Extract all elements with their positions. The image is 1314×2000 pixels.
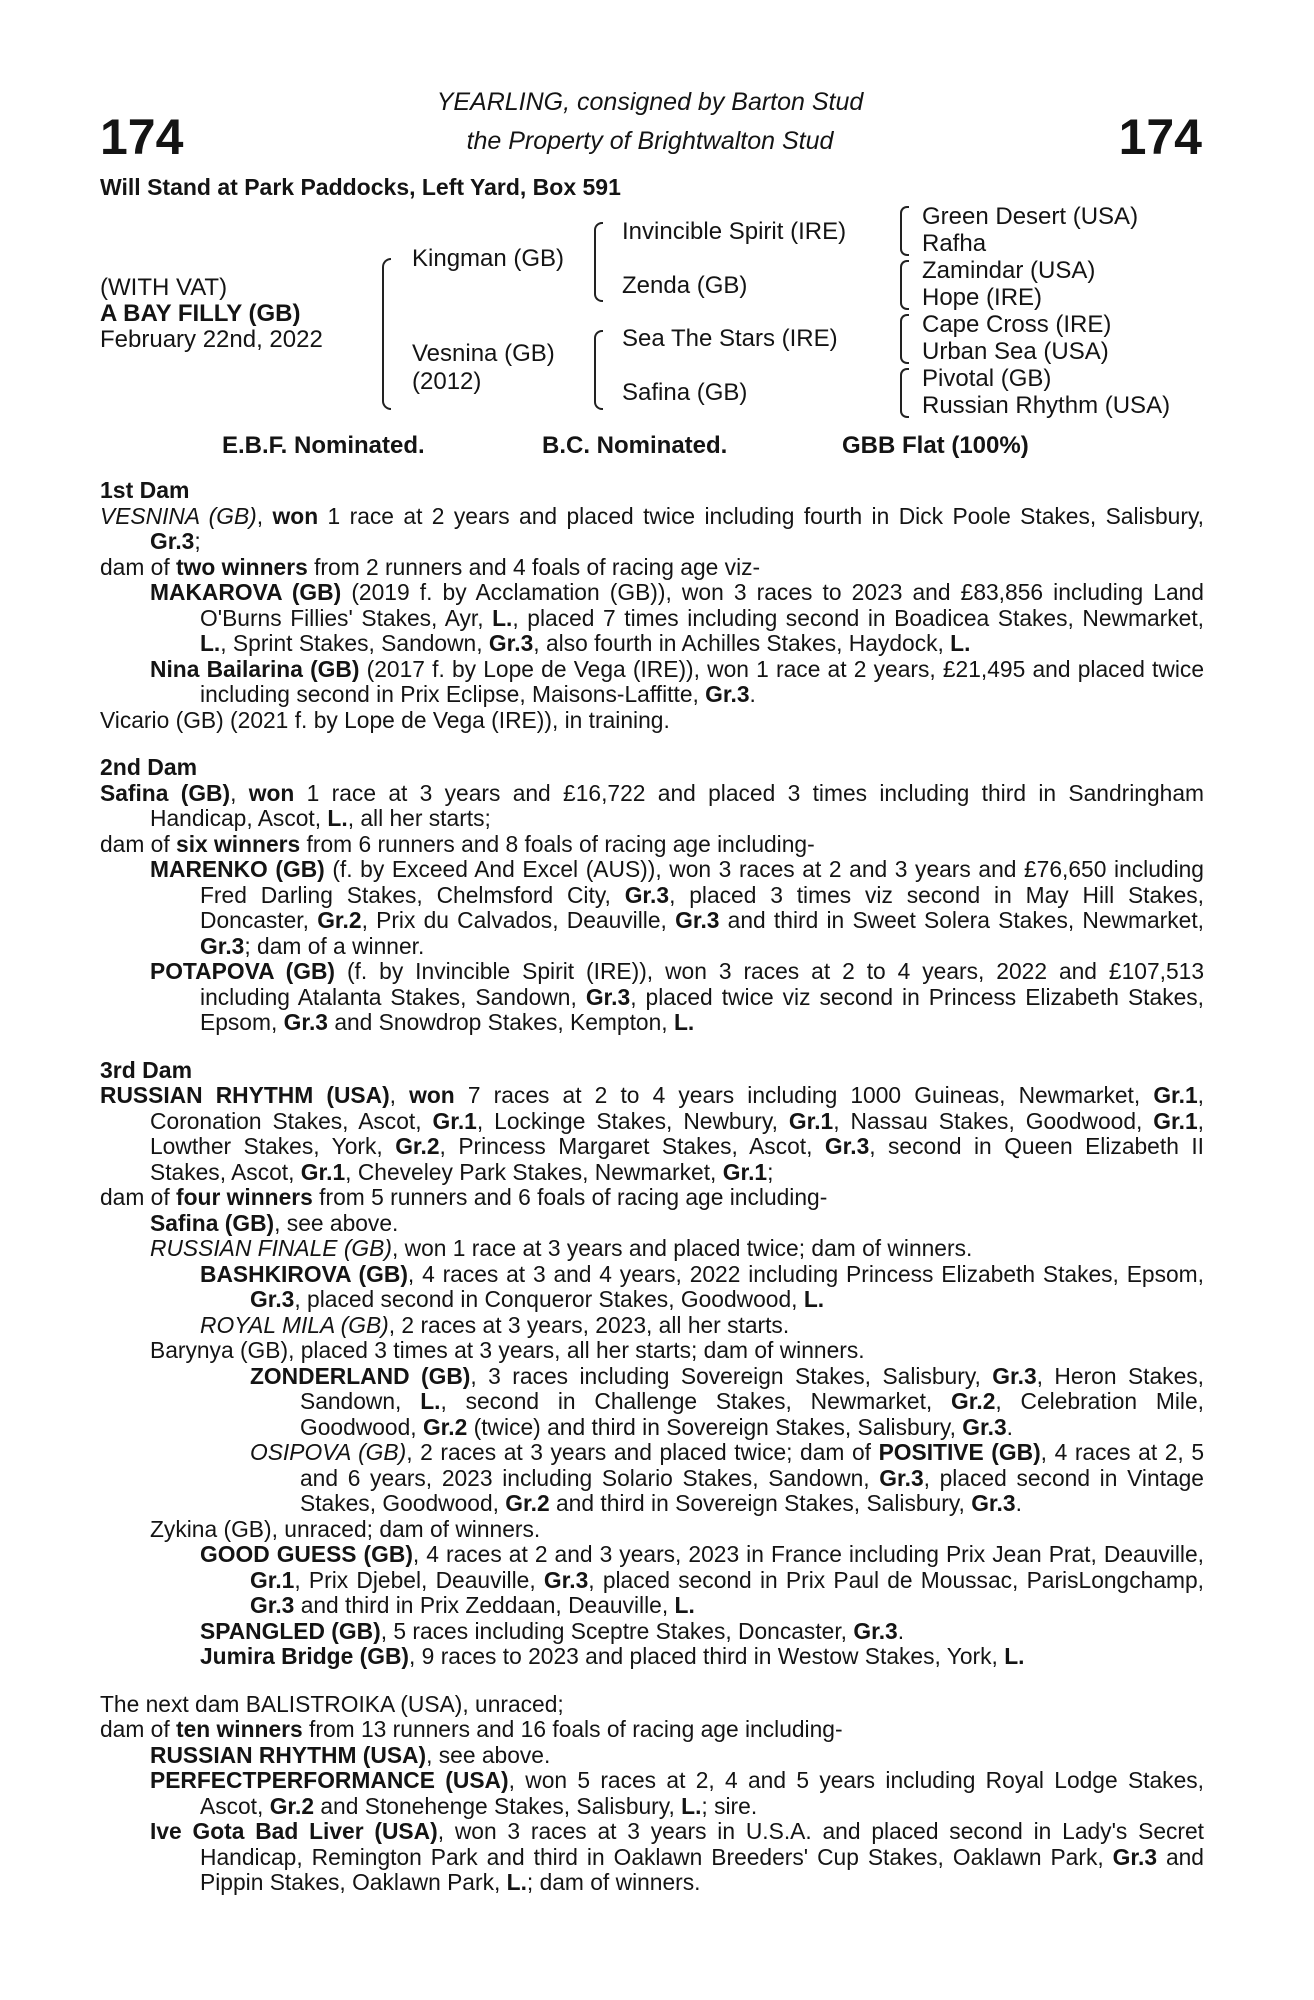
text: , see above. xyxy=(426,1741,551,1768)
text: , Cheveley Park Stakes, Newmarket, xyxy=(345,1158,723,1185)
text: , 5 races including Sceptre Stakes, Doncaster, xyxy=(380,1617,854,1644)
grade: Gr.3 xyxy=(962,1413,1007,1440)
horse-name: GOOD GUESS (GB) xyxy=(200,1541,413,1567)
text: , also fourth in Achilles Stakes, Haydock, xyxy=(533,630,951,656)
gen3-ancestor: Green Desert (USA) xyxy=(922,203,1139,230)
produce-entry xyxy=(100,1236,1204,1262)
text: , placed second in Vintage Stakes, Goodwood, xyxy=(300,1464,1204,1516)
grade: L. xyxy=(673,1009,695,1035)
dam-name: Safina (GB) xyxy=(100,779,231,806)
grade: Gr.1 xyxy=(250,1566,295,1593)
text: , 3 races including Sovereign Stakes, Salisbury, xyxy=(470,1362,993,1389)
text: and third in Prix Zeddaan, Deauville, xyxy=(294,1592,675,1618)
grade: Gr.3 xyxy=(853,1617,898,1644)
gen3-ancestor: Rafha xyxy=(922,230,987,257)
section-heading: 3rd Dam xyxy=(100,1056,193,1083)
grade: Gr.3 xyxy=(250,1592,295,1618)
produce-entry xyxy=(100,1743,1204,1769)
horse-name: Jumira Bridge (GB) xyxy=(200,1643,410,1669)
gen3-brace-3 xyxy=(900,314,909,364)
produce-entry xyxy=(100,657,1204,708)
grade: Gr.2 xyxy=(317,907,362,933)
dam-name: VESNINA (GB) xyxy=(100,502,257,529)
horse-name: RUSSIAN FINALE (GB) xyxy=(150,1235,392,1261)
text: , Princess Margaret Stakes, Ascot, xyxy=(439,1133,825,1159)
text: , Prix Djebel, Deauville, xyxy=(294,1566,544,1593)
text: from 6 runners and 8 foals of racing age including- xyxy=(300,830,815,857)
grade: Gr.3 xyxy=(971,1490,1016,1516)
text: ; sire. xyxy=(701,1792,758,1819)
grade: L. xyxy=(200,630,221,656)
gen3-ancestor: Hope (IRE) xyxy=(922,284,1043,311)
lot-number-right: 174 xyxy=(1118,109,1202,165)
grade: L. xyxy=(1004,1643,1025,1669)
grade: L. xyxy=(803,1286,825,1312)
horse-name: MARENKO (GB) xyxy=(150,856,325,882)
horse-name: A BAY FILLY (GB) xyxy=(100,300,301,327)
grade: Gr.1 xyxy=(1153,1107,1198,1134)
grade: Gr.3 xyxy=(585,983,631,1010)
text: ; dam of winners. xyxy=(526,1869,701,1895)
grade: L. xyxy=(327,805,348,831)
bc-nomination: B.C. Nominated. xyxy=(542,432,728,459)
horse-name: POTAPOVA (GB) xyxy=(150,958,336,984)
dam-record: Safina (GB), won 1 race at 3 years and £16,722 and placed 3 times including third in Sandringham Handicap, Ascot, L., all her starts; xyxy=(100,779,1204,831)
grade: Gr.3 xyxy=(992,1362,1037,1389)
gen3-ancestor: Zamindar (USA) xyxy=(922,257,1096,284)
punct: ; xyxy=(194,528,201,554)
text: , 4 races at 2 and 3 years, 2023 in France including Prix Jean Prat, Deauville, xyxy=(412,1541,1204,1567)
horse-name: SPANGLED (GB) xyxy=(200,1617,381,1644)
text: , Sprint Stakes, Sandown, xyxy=(220,630,489,656)
produce-entry xyxy=(100,959,1204,1036)
produce-summary xyxy=(100,555,1204,581)
grade: Gr.2 xyxy=(422,1413,468,1440)
grade: Gr.1 xyxy=(722,1158,768,1185)
text: dam of xyxy=(100,553,177,580)
punct: . xyxy=(1006,1413,1013,1440)
text: , placed second in Conqueror Stakes, Goodwood, xyxy=(294,1286,804,1312)
produce-summary xyxy=(100,832,1204,858)
grade: Gr.2 xyxy=(269,1792,315,1819)
next-dam-intro: The next dam BALISTROIKA (USA), unraced; xyxy=(100,1690,564,1717)
punct: . xyxy=(897,1617,905,1644)
grade: Gr.2 xyxy=(505,1490,550,1516)
grade: Gr.3 xyxy=(543,1566,589,1593)
grade: Gr.3 xyxy=(1112,1843,1157,1870)
text: 1 race at 3 years and £16,722 and placed 3 times including third in Sandringham Handicap, Ascot, xyxy=(150,779,1204,831)
horse-name: Safina (GB) xyxy=(150,1209,275,1236)
grade: L. xyxy=(492,604,513,631)
text: , Heron Stakes, Sandown, xyxy=(300,1362,1204,1414)
produce-entry xyxy=(100,1440,1204,1517)
sire-brace xyxy=(594,222,603,302)
grade: L. xyxy=(506,1869,527,1895)
produce-entry xyxy=(100,580,1204,657)
gen3-brace-2 xyxy=(900,260,909,310)
dam-sire: Sea The Stars (IRE) xyxy=(622,325,838,352)
gen3-ancestor: Pivotal (GB) xyxy=(922,365,1052,392)
produce-entry xyxy=(100,1313,1204,1339)
text: (twice) and third in Sovereign Stakes, Salisbury, xyxy=(467,1413,963,1440)
grade: Gr.3 xyxy=(705,681,750,707)
consignment-line: YEARLING, consigned by Barton Stud xyxy=(436,88,864,116)
foaling-date: February 22nd, 2022 xyxy=(100,326,323,353)
text: , Lowther Stakes, York, xyxy=(150,1107,1204,1159)
punct: . xyxy=(1015,1490,1022,1516)
text: , 4 races at 2, 5 and 6 years, 2023 including Solario Stakes, Sandown, xyxy=(300,1439,1204,1491)
text: dam of xyxy=(100,1716,177,1742)
horse-name: PERFECTPERFORMANCE (USA) xyxy=(150,1767,509,1793)
dam: Vesnina (GB) xyxy=(412,340,555,367)
grade: Gr.2 xyxy=(951,1388,996,1414)
produce-entry xyxy=(100,1819,1204,1896)
text: , won 3 races at 3 years in U.S.A. and placed second in Lady's Secret Handicap, Remington Park and third in Oaklawn Breeders' Cup Stakes, Oaklawn Park, xyxy=(200,1818,1205,1870)
horse-name: Ive Gota Bad Liver (USA) xyxy=(150,1818,438,1844)
produce-entry xyxy=(100,1644,1204,1670)
grade: Gr.2 xyxy=(395,1133,440,1159)
produce-entry xyxy=(100,1619,1204,1645)
section-heading: 2nd Dam xyxy=(100,754,198,780)
text: dam of xyxy=(100,1184,177,1210)
horse-name: ZONDERLAND (GB) xyxy=(250,1362,471,1389)
text: , 4 races at 3 and 4 years, 2022 including Princess Elizabeth Stakes, Epsom, xyxy=(407,1260,1204,1287)
text: , second in Challenge Stakes, Newmarket, xyxy=(440,1388,952,1414)
gen3-ancestor: Russian Rhythm (USA) xyxy=(922,392,1171,419)
produce-entry xyxy=(100,857,1204,959)
punct: . xyxy=(749,681,756,707)
dam-record: RUSSIAN RHYTHM (USA), won 7 races at 2 to 4 years including 1000 Guineas, Newmarket, Gr.1, Coronation Stakes, Ascot, Gr.1, Lockinge Stakes, Newbury, Gr.1, Nassau Stakes, Goodwood, Gr.1, Lowther Stakes, York, Gr.2, Princess Margaret Stakes, Ascot, Gr.3, second in Queen Elizabeth II Stakes, Ascot, Gr.1, Cheveley Park Stakes, Newmarket, Gr.1; xyxy=(100,1082,1205,1185)
text: and third in Sweet Solera Stakes, Newmarket, xyxy=(719,907,1205,933)
text: , Celebration Mile, Goodwood, xyxy=(300,1388,1205,1440)
sire-sire: Invincible Spirit (IRE) xyxy=(622,218,847,245)
dam-name: RUSSIAN RHYTHM (USA) xyxy=(100,1082,390,1108)
punct: ; xyxy=(767,1158,774,1185)
text: , all her starts; xyxy=(347,805,491,831)
text: (2017 f. by Lope de Vega (IRE)), won 1 race at 2 years, £21,495 and placed twice including second in Prix Eclipse, Maisons-Laffitte, xyxy=(200,655,1204,707)
grade: Gr.1 xyxy=(432,1107,477,1134)
text: , see above. xyxy=(274,1209,399,1236)
text: , placed 7 times including second in Boadicea Stakes, Newmarket, xyxy=(512,604,1204,631)
won-label: won xyxy=(248,779,295,806)
dam-brace xyxy=(594,330,603,410)
produce-entry xyxy=(100,1262,1204,1313)
grade: L. xyxy=(950,630,971,656)
horse-name: ROYAL MILA (GB) xyxy=(200,1311,389,1338)
horse-name: POSITIVE (GB) xyxy=(878,1439,1041,1465)
text: , won 1 race at 3 years and placed twice; dam of winners. xyxy=(391,1235,973,1261)
gen3-ancestor: Cape Cross (IRE) xyxy=(922,311,1112,338)
grade: Gr.1 xyxy=(1153,1082,1198,1108)
ebf-nomination: E.B.F. Nominated. xyxy=(222,432,425,459)
sire-dam: Zenda (GB) xyxy=(622,272,748,299)
text: , 2 races at 3 years and placed twice; dam of xyxy=(406,1439,879,1465)
grade: Gr.3 xyxy=(879,1464,924,1491)
text: , Nassau Stakes, Goodwood, xyxy=(833,1107,1154,1134)
gen3-brace-4 xyxy=(900,368,909,418)
grade: L. xyxy=(420,1388,441,1414)
horse-name: BASHKIROVA (GB) xyxy=(200,1260,408,1287)
dam-record: VESNINA (GB), won 1 race at 2 years and placed twice including fourth in Dick Poole Stakes, Salisbury, Gr.3; xyxy=(100,502,1204,554)
produce-entry xyxy=(100,1364,1204,1441)
produce-entry xyxy=(100,1211,1204,1237)
produce-entry xyxy=(100,1768,1204,1819)
text: , won 5 races at 2, 4 and 5 years including Royal Lodge Stakes, Ascot, xyxy=(200,1767,1204,1819)
text: from 13 runners and 16 foals of racing age including- xyxy=(302,1716,843,1742)
lot-number-left: 174 xyxy=(100,109,184,165)
horse-name: MAKAROVA (GB) xyxy=(150,579,342,605)
produce-summary xyxy=(100,1185,1204,1211)
winners-count: two winners xyxy=(176,553,308,580)
text: , Lockinge Stakes, Newbury, xyxy=(476,1107,789,1134)
gen3-ancestor: Urban Sea (USA) xyxy=(922,338,1109,365)
grade: Gr.3 xyxy=(200,932,245,959)
text: , Prix du Calvados, Deauville, xyxy=(361,907,676,933)
grade: Gr.1 xyxy=(788,1107,834,1134)
stand-location: Will Stand at Park Paddocks, Left Yard, Box 591 xyxy=(100,174,621,200)
winners-count: four winners xyxy=(176,1184,313,1210)
gbb-flat: GBB Flat (100%) xyxy=(842,432,1029,459)
text: (f. by Invincible Spirit (IRE)), won 3 races at 2 to 4 years, 2022 and £107,513 including Atalanta Stakes, Sandown, xyxy=(200,958,1204,1010)
text: , placed 3 times viz second in May Hill Stakes, Doncaster, xyxy=(200,881,1204,933)
grade: Gr.3 xyxy=(624,881,670,908)
horse-name: OSIPOVA (GB) xyxy=(250,1439,407,1465)
text: and Pippin Stakes, Oaklawn Park, xyxy=(200,1843,1204,1895)
text: (f. by Exceed And Excel (AUS)), won 3 races at 2 and 3 years and £76,650 including Fred Darling Stakes, Chelmsford City, xyxy=(200,856,1204,908)
text: from 5 runners and 6 foals of racing age including- xyxy=(312,1184,828,1210)
text: and third in Sovereign Stakes, Salisbury, xyxy=(549,1490,972,1516)
produce-entry: Barynya (GB), placed 3 times at 3 years, all her starts; dam of winners. xyxy=(150,1337,865,1363)
text: and Snowdrop Stakes, Kempton, xyxy=(327,1009,674,1035)
dam-dam: Safina (GB) xyxy=(622,379,748,406)
produce-summary xyxy=(100,1717,1204,1743)
won-label: won xyxy=(272,502,319,529)
dam-year: (2012) xyxy=(412,368,482,395)
grade: Gr.3 xyxy=(250,1286,295,1312)
pedigree-brace xyxy=(382,258,391,410)
grade: Gr.3 xyxy=(675,907,720,933)
grade: Gr.1 xyxy=(300,1158,346,1185)
text: , 9 races to 2023 and placed third in Westow Stakes, York, xyxy=(409,1643,1005,1669)
text: ; dam of a winner. xyxy=(244,932,425,959)
text: from 2 runners and 4 foals of racing age viz- xyxy=(307,553,761,580)
text: , 2 races at 3 years, 2023, all her starts. xyxy=(388,1311,790,1338)
text: , Coronation Stakes, Ascot, xyxy=(150,1082,1205,1134)
horse-name: RUSSIAN RHYTHM (USA) xyxy=(150,1741,427,1768)
grade: Gr.3 xyxy=(283,1009,328,1035)
grade: Gr.3 xyxy=(488,630,534,656)
text: dam of xyxy=(100,830,177,857)
grade: Gr.3 xyxy=(150,528,195,554)
catalogue-body xyxy=(100,478,1204,1896)
won-label: won xyxy=(409,1082,455,1108)
text: (2019 f. by Acclamation (GB)), won 3 races to 2023 and £83,856 including Land O'Burns Fillies' Stakes, Ayr, xyxy=(200,579,1204,631)
text: , second in Queen Elizabeth II Stakes, Ascot, xyxy=(150,1133,1204,1185)
section-heading: 1st Dam xyxy=(100,477,190,503)
grade: L. xyxy=(681,1792,702,1819)
grade: L. xyxy=(674,1592,695,1618)
text: , placed second in Prix Paul de Moussac, ParisLongchamp, xyxy=(588,1566,1204,1593)
produce-entry xyxy=(100,1542,1204,1619)
winners-count: ten winners xyxy=(176,1716,303,1742)
sire: Kingman (GB) xyxy=(412,245,565,272)
dam-text: 1 race at 2 years and placed twice including fourth in Dick Poole Stakes, Salisbury, xyxy=(318,502,1204,529)
text: and Stonehenge Stakes, Salisbury, xyxy=(314,1792,682,1819)
winners-count: six winners xyxy=(176,830,301,857)
horse-name: Nina Bailarina (GB) xyxy=(150,655,360,682)
vat-note: (WITH VAT) xyxy=(100,274,228,301)
gen3-brace-1 xyxy=(900,206,909,256)
property-line: the Property of Brightwalton Stud xyxy=(466,127,834,155)
text: , placed twice viz second in Princess Elizabeth Stakes, Epsom, xyxy=(200,983,1204,1035)
grade: Gr.3 xyxy=(824,1133,870,1159)
text: 7 races at 2 to 4 years including 1000 Guineas, Newmarket, xyxy=(454,1082,1154,1108)
produce-entry: Vicario (GB) (2021 f. by Lope de Vega (IRE)), in training. xyxy=(100,706,670,733)
produce-entry: Zykina (GB), unraced; dam of winners. xyxy=(150,1515,541,1542)
